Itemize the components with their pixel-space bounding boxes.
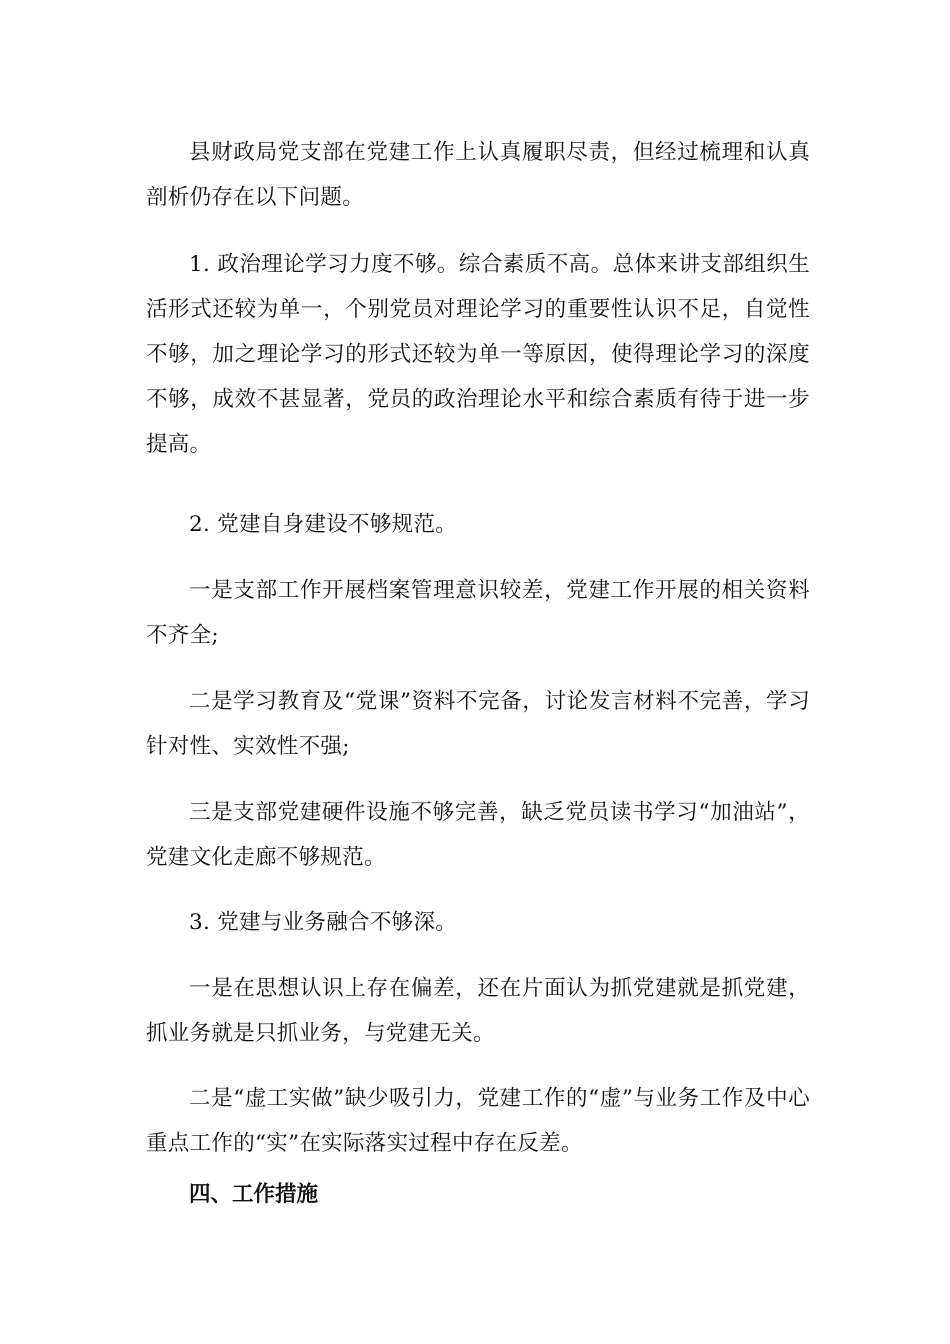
paragraph-item-1: 1. 政治理论学习力度不够。综合素质不高。总体来讲支部组织生活形式还较为单一，个别党员对理论学习的重要性认识不足，自觉性不够，加之理论学习的形式还较为单一等原因，使得理论学习的深度不够，成效不甚显著，党员的政治理论水平和综合素质有待于进一步提高。 (146, 252, 810, 457)
paragraph-item-2-point-2: 二是学习教育及“党课”资料不完备，讨论发言材料不完善，学习针对性、实效性不强; (146, 689, 810, 759)
section-heading: 四、工作措施 (189, 1182, 319, 1207)
paragraph-item-2: 2. 党建自身建设不够规范。 (189, 512, 458, 537)
paragraph-item-3: 3. 党建与业务融合不够深。 (189, 910, 458, 935)
paragraph-item-3-point-2: 二是“虚工实做”缺少吸引力，党建工作的“虚”与业务工作及中心重点工作的“实”在实际落实过程中存在反差。 (146, 1086, 810, 1156)
paragraph-item-2-point-3: 三是支部党建硬件设施不够完善，缺乏党员读书学习“加油站”，党建文化走廊不够规范。 (146, 800, 810, 870)
paragraph-item-3-point-1: 一是在思想认识上存在偏差，还在片面认为抓党建就是抓党建，抓业务就是只抓业务，与党建无关。 (146, 976, 810, 1046)
paragraph-item-2-point-1: 一是支部工作开展档案管理意识较差，党建工作开展的相关资料不齐全; (146, 578, 810, 648)
paragraph-intro: 县财政局党支部在党建工作上认真履职尽责，但经过梳理和认真剖析仍存在以下问题。 (146, 140, 810, 210)
